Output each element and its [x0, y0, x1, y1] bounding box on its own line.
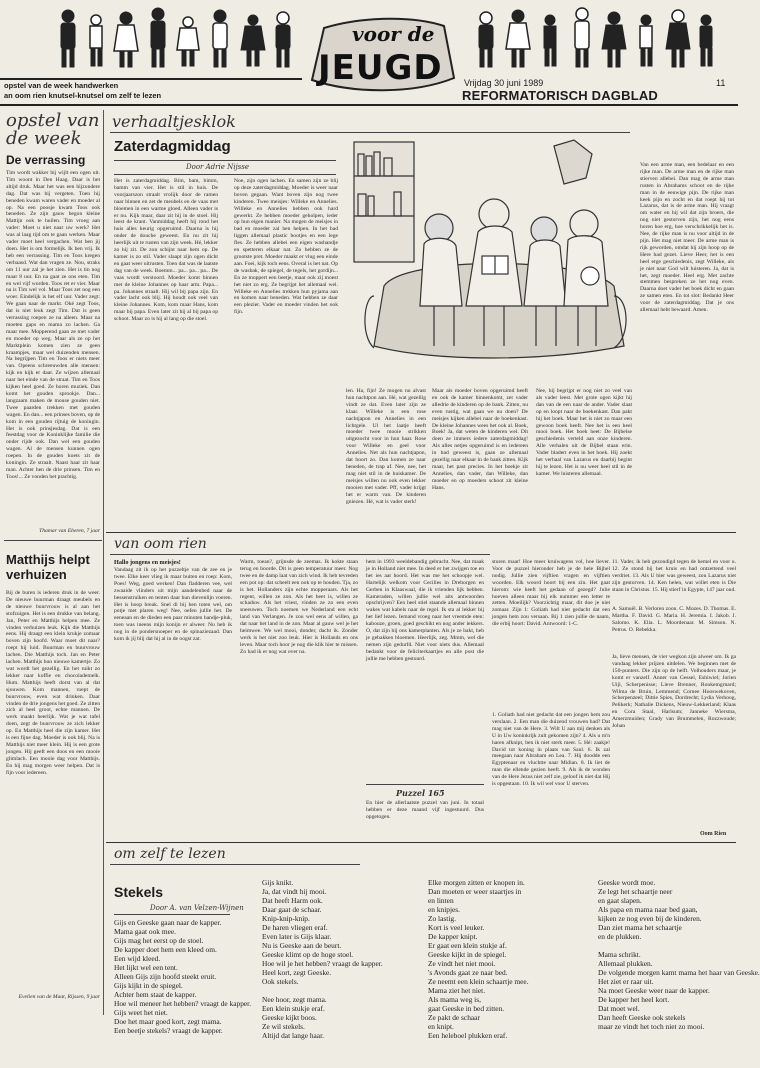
story-line: Een heleboel plukken eraf.	[428, 1031, 508, 1040]
oom-rien-signature: Oom Rien	[700, 831, 727, 837]
verhaaltje-col-3: len. Ha, fijn! Ze mogen nu alvast hun nachtpon aan. Hé, wat gezellig vindt ze dat. Even later zijn ze klaar. Willeke is een rose nachtjapon en Annelies in een lichtgele. Ul het laatje heeft moeder twee mooie strikken uitgezocht voor in hun haar. Rose voor Willeke en geel voor Annelies. Net als hun nachtjapon, dat hoort zo. Dan komen ze naar beneden, de trap af. Nee, nee, het mag niet stil in de huiskamer. De meisjes willen nu ook even lekker mooien met vader. Pff, vader krijgt het er warm van. De kinderen gniezen. Hé, wat is vader sterk!	[346, 388, 426, 505]
oom-rien-top-rule	[106, 532, 736, 533]
story-line: Mama ziet het niet.	[428, 986, 486, 995]
verhaaltje-col-6: Van een arme man, een bedelaar en een rijke man. De arme man en de rijke man stierven allebei. Dan mag de arme man rusten in Abrahams schoot en de rijke man in de eeuwige pijn. De rijke man keek pijn en zocht en dat roept hij tot Lazarus, dat is de arme man. Hij vraagt om water en hij wil dat zijn broers, die nog niet gestorven zijn, het nog eens horen hoe erg, hoe verschrikkelijk het is. Nee, de rijke man is nu voor altijd in de pijn. Het mag niet meer. De arme man is rijk geworden, omdat hij zijn hoop op de Here had gezet. Lieve Heer, het is een heel erge geschiedenis, zegt Willeke, als je niet naar God wilt luisteren. Ja, dat is het, zegt moeder. Heel erg. Met zachte stemmen bespreken ze het nog even. Daarna doet vader het boek dicht en gaan ze samen eten. En tot slot: Bedankt Heer voor de zaterdagmiddag. Dat je ons allemaal hebt bewaard. Amen.	[640, 162, 734, 314]
story-line: Ze pakt de schaar	[428, 1013, 480, 1022]
oom-rien-heading: van oom rien	[114, 536, 207, 552]
story-line: Gijs mag het eerst op de stoel.	[114, 936, 204, 945]
oom-rien-greeting: Hallo jongens en meisjes!	[114, 559, 181, 566]
oom-rien-heading-rule	[110, 554, 490, 555]
story-line: Geeske kijkt boos.	[262, 1013, 317, 1022]
story-line: Allemaal plukken.	[598, 959, 653, 968]
story-line: Gijs knikt.	[262, 878, 294, 887]
story-line: Na moet Geeske weer naar de kapper.	[598, 986, 710, 995]
matthijs-title: Matthijs helpt verhuizen	[6, 552, 90, 582]
story-line: Nu is Geeske aan de beurt.	[262, 941, 342, 950]
oom-rien-col-3: hem in 1993 weeldebandig gebracht. Nee, dat maak je in Holland niet mee. In deed er het zwijgen toe en het ies aat hoord. Het was me het schoopje wel. Hartelijk welkom voor Cecilies in Dreborgen en Gerben in Klaaswaal, die ik vrienden lijk hebben. Kameraden, willen jullie wel aits antwoorden opschrijven? Een heel stiel staande allemaal binnen wakes wat kabels naar de regel. Ik sta al lekker bij het lief lezen. Iemand vroeg naar het vreemde eten: kabouze, groen, goed geschikt en nog ander lekkers. O, dat zijn bij ons kamerplanten. Als je ze bakt, heb je gebakken bloemen. Heerlijk, zeg. Mmm, wel die nemen zijn gedurfd. Niet voor niets dus. Allemaal bedankt voor de feliciterkaartjes en alle post die jullie me hebben gestuurd.	[366, 559, 484, 662]
story-line: Ze legt het schaartje neer	[598, 887, 673, 896]
oom-rien-col-5-text-visible: 11. Vader, ik heb gezondigd tegen de hemel en voor u. 12. Ze stond bij het kruis en had ontzettend veel verdriet. 13. Als U hier was geweest, zou Lazarus niet zijn gestorven. 14. Ken helen, wat willet eten is Die staan in Christus. 15. Hij stierf in Egypte, 147 jaar oud.	[612, 559, 736, 593]
stekels-top-rule	[106, 842, 736, 843]
story-line: Alleen Gijs zijn hoofd steekt eruit.	[114, 972, 217, 981]
story-line	[598, 941, 736, 950]
story-line: Gijs weet het niet.	[114, 1008, 168, 1017]
story-line: Hoe wil meneer het hebben? vraagt de kapper.	[114, 999, 252, 1008]
oom-rien-puzzle-list: 1. Goliath had niet gedacht dat een jongen hem zou verslaan. 2. Een man die duizend vrouwen had? Dat mag niet van de Here. 3. Wilt U aan mij denken als U in Uw koninkrijk zult gekomen zijn? 4. Als u m'n haren afknipt, ben ik niet sterk meer. 5. Hé: zaakje! David tot koning in plaats van Saul. 6. Ik zal meegaan naar Abraham en Lea. 7. Hij doodde een Egyptenaar en vluchtte naar Midian. 8. Ik liet de man die ellende gezien heeft. 9. Als ik de wonden van de Here Jezus niet zelf zie, geloof ik niet dat Hij is opgestaan. 10. Ik wil wel voor U sterven.	[492, 712, 610, 788]
story-line: Geeske klimt op de hoge stoel.	[262, 950, 354, 959]
stekels-byline-rule	[114, 914, 230, 915]
verhaaltje-col-2: Noe, zijn ogen lachen. En samen zijn ze blij op deze zaterdagmiddag. Moeder is weer naar boven gegaan. Want boven zijn nog twee kinderen. Twee meisjes: Willeke en Annelies. Willeke en Annelies hebben ook hard gewerkt. Ze hebben moeder geholpen, ieder op hun eigen manier. Na mogen de meisjes in bad en moeder zal hen helpen. In het bad liggen allemaal plastic bootjes en een lege fles. Ze hebben allebei een eigen washandje en spetteren elkaar nat. Zo hebben ze de grootste pret. Moeder maakt er vlug een einde aan. Foei, kijk toch eens. Overal is het nat. Op de wasbak, de spiegel, de tegels, het gordijn... En ze moppert een beetje, maar ook zij moest het niet zo erg. Ze begrijpt het allemaal wel. Willeke en Annelies trekken hun pyjama aan en komen naar beneden. Wat hebben ze daar een plezier. Vader en moeder vinden het ook fijn.	[234, 178, 338, 316]
story-line: De kapper knipt.	[428, 932, 478, 941]
left-column-divider	[103, 110, 104, 1015]
oom-rien-col-5b-text: Ja, lieve mensen, de vier wegkon zijn alweer om. Ik ga vandaag lekker prijzen uitdelen. We beginnen met de 150-punters. Die zijn op de helft. Volhouders maar, je komt er vanzelf. Anner van Gessel, Eshiwiel; Jorien Uijl, Scherpenisse; Lieve Brenner, Ronkemgrnard; Wilma de Bruin, Lemmend; Cornee Hooswekoven, Scherpenzeel; Dittie Spies, Dordrecht; Lydia Verhoog, Pelikerk; Nathalie Dickens, Nieuw-Lekkerland; Klaas en Cora Staal, Harlsum; Janneke Wiersma, Amerzmuiden; Grady van Brummelen, Rozzwoude; Johan	[612, 654, 736, 730]
story-line: kijken ze nog even bij de kinderen.	[598, 914, 702, 923]
story-line: Kort is veel leuker.	[428, 923, 485, 932]
stekels-col-4	[598, 878, 760, 1058]
story-line: Ook stekels.	[262, 977, 299, 986]
story-line: Als papa en mama naar bed gaan,	[598, 905, 698, 914]
logo-small-text: voor de	[352, 22, 435, 46]
header-rule-bottom	[0, 104, 738, 106]
story-line: Mama schrikt.	[598, 950, 641, 959]
oom-rien-answers-text: A. Samuël. B. Verloren zoon. C. Mozes. D. Thomas. E. Martha. F. David. G. Maria. H. Jeremia. I. Jakob. J. Salomo. K. Elia. L. Moordenaar. M. Simson. N. Petrus. O. Rebekka.	[612, 606, 736, 633]
header-tagline-2: an oom rien knutsel-knutsel om zelf te lezen	[4, 91, 162, 100]
story-line: Mama gaat ook mee.	[114, 927, 176, 936]
verhaaltje-title: Zaterdagmiddag	[114, 138, 231, 155]
matthijs-body: Bij de buren is iederen druk in de weer. De nieuwe buurman draagt meubels en de nieuwe buurvrouw is al aan het stofzuigen. Het is een drukke van belang. Jan, Peter en Matthijs helpen mee. Ze vinden verhuizen leuk. Kijk die Matthijs eens. Hij draagt een klein krukje zomaar boven zijn hoofd. Waar moet dit naar? roept hij luid. Buurman en buurvrouw lachen. Die Matthijs toch. Jan en Peter lachen. Matthijs hun nieuwe kamertje. Zo wat wordt het gezellig. En het ruikt zo lekker naar koffie en chocolademelk. Hum. Matthijs heeft dorst van al dat sjouwen. Kom mannen, roept de buurvrouw, even wat drinken. Daar vinden de drie jongens het goed. Ze zitten zich al heel groot, echte mannen. De werk maakt heerlijk. Wat je wat tafel doen, zegt de buurvrouw ze zich lekker op. En Matthijs heel die zijn kamer. Het is een fijne dag. Moeder is ook blij. Na is Matthijs niet meer klein. Hij is een grote jongen. Hij geeft een doos en een mooie glimlach. Een mooie dag voor Matthijs. En hij mag morgen weer helpen. Dat is fijn voor iedereen.	[6, 590, 100, 776]
story-line: Dan moeten er weer staartjes in	[428, 887, 522, 896]
story-line: Altijd dat lange haar.	[262, 1031, 324, 1040]
story-line: Als mama weg is,	[428, 995, 481, 1004]
story-line: Zo lastig.	[428, 914, 456, 923]
stekels-heading-rule	[110, 864, 360, 865]
story-line: Even later is Gijs klaar.	[262, 932, 332, 941]
left-section-rule	[4, 540, 102, 541]
story-line: Er gaat een klein stukje af.	[428, 941, 507, 950]
header-paper-name: REFORMATORISCH DAGBLAD	[462, 88, 659, 103]
opstel-body: Tim wordt wakker bij wijlt een ogen uit. Tim woont in Den Haag. Daar is het altijd druk. Maar het was een bijzondere dag. Dat was bij vergeten. Toen hij beneden kwam waren vader en moeder al op. Na een poosje kwam Toos ook beneden. Ze zijn gauw begon kleine Mattijn ook te huilen. Tim vroeg aan vader: Moet u niet naar uw werk? Het was al laag tijd om te gaan werken. Maar vader moet heel vergachen. Wat ben jij doen. Het is om formelijk. Ik ben vrij. Ik heb een verrassing. Tim en Toos kregen verbaasd. Wat dan vragen ze. Nou, straks om 11 uur zal je het zien. Het is tin nog maar 8 uur. En na gaat ze ons eten. Tim en wel vijf worden. Toos ret er vier. Maar na is Tim wel vol. Maar Toos zet nog een woer. Eindelijk is het elf uur. Vader zegt: We gaan naar de markt. Oké zegt Toos, dat is niet leuk zegt Tim. Dat is geen verrassing roepen ze na alleen. Maar na moeten gaps en mama zo lachen. Ga maar mee. Mopperend gaan ze met vader en moeder op weg. Maar als ze op het Marktplein komen zien ze geen kraampjes, maar wel duizenden mensen. Na begrijpen Tim en Toos er niets meer van. Opeens schreeuwden alle mensen: kijk en kijk er daar. Ze wijzen allemaal naar het einde van de straat. Tim en Toos kijken heel goed. Ze horen muziek. Dan komt het gouden sprookje. Dan... langzaam maken de mouse gouden niet. Twee paarden trekken met gouden wagen. En dan... een prinses boven, op de kom in een gouden rijtuig de koningin. Het is ook prinsjesdag. Dat is een feestdag voor de Koninklijke familie die onder rijde ook. Dan wel een gouden wagen. Al de mensen kunnen ogen roepen. In de gouden koets zit de koningin. Ze straalt. Naast haar zit haar man. Achter hen de drie prinsen. Tim en Toos!... Ze vonden het prachtig.	[6, 170, 100, 480]
stekels-title: Stekels	[114, 884, 164, 900]
story-line: 's Avonds gaat ze naar bed.	[428, 968, 508, 977]
story-line	[262, 986, 380, 995]
verhaaltje-col-1: Het is zaterdagmiddag. Bim, bam, bimm, bamm van vier. Het is stil in huis. De voorjaarszon straalt vrolijk door de ramen naar binnen en zet de meubels en de vaas met bloemen in een warme gloed. Alleen vader is er nu. Kijk maar, daar zit hij in de stoel. Hij leest de krant. Vanmiddag heeft hij rond het huis alles keurig opgeruimd. Daarna is hij onder de douche geweest. En nu zit hij heerlijk uit te rusten van zijn week. Hé, lekker zo hij zit. De zon schijnt naar hem op. De kamer is zo stil. Vader slaapt zijn ogen dicht en gaat weer uitrusten. Toen dat was de laatste dag van de week. Boemm... pa... pa... pa... De vaas wordt verstoord. Moeder komt binnen met de kleine Johannes op haar arm. Papa... pa. Johannes straalt. Hij wil bij papa zijn. En vader lacht ook blij. Hij houdt ook veel van kleine Johannes. Kom, kom maar Hans, kom maar bij papa. Even later zit hij al bij papa op schoot. Maar zo is hij al lang op die stoel.	[114, 178, 218, 323]
stekels-col-1	[114, 918, 252, 1058]
stekels-heading: om zelf te lezen	[114, 846, 226, 862]
header-page-number: 11	[716, 78, 726, 88]
opstel-signature: Thamar van Eberen, 7 jaar	[39, 528, 100, 534]
story-line: De haren vliegen eraf.	[262, 923, 328, 932]
stekels-byline: Door A. van Velzen-Wijnen	[150, 904, 244, 912]
matthijs-signature: Evelien van de Maat, Rijssen, 9 jaar	[18, 994, 100, 1000]
logo-big-text: JEUGD	[318, 48, 443, 88]
story-line: Hoe wil je het hebben? vraagt de kapper.	[262, 959, 383, 968]
oom-rien-col-4: sturen maar! Hoe meer kruiwagens vol, hoe liever. Voor de puzzel hieronder heb je de hele Bijbel nodig. Jullie zien vijftien vragen en vijftien woorden. Elk woord hoort bij een zin. Het gaat hierom: wie heeft het gedaan of gezegd? Julie hoeven alleen maar bij elk nummer een letter te zetten. Moeilijk? Voorzichtig maar, dit doe je niet zomaar. Zijn 1: Goliath had niet gedacht dat een jongen hem zou versaan. Bij 1 zien jullie de naam, die erbij hoort: David. Antwoord: 1-C.	[492, 559, 610, 628]
story-line: en knipt.	[428, 1022, 454, 1031]
story-line: Ze vindt het niet mooi.	[428, 959, 496, 968]
verhaaltje-col-4: Maar als moeder boven opgeruimd heeft en ook de kamer binnenkomt, zet vader alledrie de kinderen op de bank. Zitten, nu even rustig, wat gaan we nu doen? De meisjes kijken allebei naar de boekenkast. De kleine Johannes wees het ook al. Boek, Boek! Ja, dat weten de kinderen wel. Dit doen ze immers iedere zaterdagmiddag! Als alles netjes opgeruimd is en iedereen in bad geweest is, gaan ze allemaal gezellig naar elkaar in de bank zitten. Kijk maar, het past precies. In het boekje zit Annelies, dan vader, dan Willeke, dan moeder en op moeders schoot zit kleine Hans.	[432, 388, 528, 491]
verhaaltje-heading-rule	[110, 132, 630, 133]
puzzle-rule	[366, 784, 484, 785]
story-line: De kapper doet hem een kleed om.	[114, 945, 217, 954]
story-line: Daar gaat de schaar.	[262, 905, 322, 914]
story-line: en linten	[428, 896, 454, 905]
story-line: en de plukken.	[598, 932, 642, 941]
story-line: Heel kort, zegt Geeske.	[262, 968, 332, 977]
header-rule-top	[0, 78, 302, 80]
oom-rien-col-1: Vandaag zit ik op het puzzeltje van de zee en je twee. Elke keer vlieg ik maar buiten en roep: Kom, Poes! Weg, goed werken! Dan fladderen vee, wel zwaaide vlinders uit mijn aandelenbed naar de bessenstruiken en tenten daar hun dievenlijn voeren. Het is hoop break. Snel di bij hen toten wel, om potje met plaren weg! Nee, oefen jullie het. De eeneaan en de dieden een paar minuten handje-pluk, toen was ineens mijn konijn er alweer. Nu heb ik nog in de pondersnoeper en de spinaziezaad. Dan kom ik jij blij dat hij al in de oogst zat.	[114, 567, 232, 643]
puzzle-note: En hier de allerlaatste puzzel van juni. In totaal hebben er deze maand vijf ingestuurd. Dus opgetogen.	[366, 800, 484, 820]
story-line: gaat Geeske in bed zitten.	[428, 1004, 505, 1013]
story-line: Ja, dat vindt hij mooi.	[262, 887, 327, 896]
story-line: Nee hoor, zegt mama.	[262, 995, 327, 1004]
story-line: Het lijkt wel een tent.	[114, 963, 178, 972]
story-line: Een beetje stekels? vraagt de kapper.	[114, 1026, 223, 1035]
story-line: De kapper het heel kort.	[598, 995, 670, 1004]
verhaaltje-heading: verhaaltjesklok	[112, 112, 236, 131]
story-line: maar ze vindt het toch niet zo mooi.	[598, 1022, 705, 1031]
story-line: Dat heeft Harm ook.	[262, 896, 323, 905]
puzzle-title: Puzzel 165	[396, 788, 445, 798]
story-line: Geeske wordt moe.	[598, 878, 656, 887]
story-line: Knip-knip-knip.	[262, 914, 310, 923]
verhaaltje-byline: Door Adrie Nijsse	[186, 163, 249, 171]
oom-rien-col-2: Warm, toean?, grijnsde de zeemas. Ik kokte staan terug en boorde. Dit is geen temperatuur meer. Nog twee en de damp laat van zich wind. Ik heb tevreden een pot op: dat scheelt een ook op te houden. Tja, zo is het. Hollanders zijn echte mopperaars. Als het regent, willen ze zon. Als het heet is, willen ze schaduw. Als het vriest, vinden ze zo een even sneeuwen. Toch noemen we Nederland een echt land van Verlangen. Je zou wel eens af willen, ga dat naar het land in de zon. Maar al gauw wel je het heimwee. We wel mooi, donder, dacht ik. Zonder werk is het niet zoo leuk. Hier is Hollands en ons leven. Maar toch hoor je nog die klik hier te missen. Zo had ik er nog wat over na.	[240, 559, 358, 655]
story-line: Gijs kijkt in de spiegel.	[114, 981, 183, 990]
story-line: Een wijd kleed.	[114, 954, 161, 963]
story-line: Een klein stukje eraf.	[262, 1004, 325, 1013]
verhaaltje-col-5: Nee, hij begrijpt er nog niet zo veel van als vader leest. Met grote ogen kijkt hij dan van de een naar de ander. Vader slaat op en loopt naar de boekenkast. Dan pakt hij het boek. Maar het is niet zo maar een gewoon boek heeft. Nee het is een heel mooi boek. Het boek heet: De Bijbelse geschiedenis verteld aan onze kinderen. Alle verhalen uit de Bijbel staan erin. Vader bladert even in het boek. Hij zoekt het verhaal van Lazarus en daarbij begint hij te lezen. Het is nu weer heel stil in de kamer. We luisteren allemaal.	[536, 388, 632, 477]
story-line: Dat moet wel.	[598, 1004, 640, 1013]
story-line: Dan ziet mama het schaartje	[598, 923, 682, 932]
story-line: Elke morgen zitten er knopen in.	[428, 878, 525, 887]
story-line: Ze neemt een klein schaartje mee.	[428, 977, 529, 986]
story-line: De volgende morgen kamt mama het haar van Geeske.	[598, 968, 760, 977]
family-illustration	[344, 136, 644, 381]
header-date: Vrijdag 30 juni 1989	[464, 78, 544, 88]
jeugd-logo	[304, 18, 460, 96]
story-line: Doe het maar goed kort, zegt mama.	[114, 1017, 222, 1026]
story-line: en knipjes.	[428, 905, 461, 914]
stekels-col-3	[428, 878, 568, 1058]
story-line: Dan heeft Geeske ook stekels	[598, 1013, 686, 1022]
header-tagline-1: opstel van de week handwerken	[4, 81, 119, 90]
stekels-col-2	[262, 878, 383, 1058]
story-line: en gaat slapen.	[598, 896, 642, 905]
opstel-title: De verrassing	[6, 153, 86, 167]
opstel-heading: opstel van de week	[6, 110, 100, 149]
children-illustration-left	[48, 4, 298, 72]
story-line: Het ziet er raar uit.	[598, 977, 654, 986]
children-illustration-right	[468, 4, 718, 72]
story-line: Ze wil stekels.	[262, 1022, 305, 1031]
story-line: Achter hem staat de kapper.	[114, 990, 197, 999]
story-line: Gijs en Geeske gaan naar de kapper.	[114, 918, 222, 927]
masthead	[0, 0, 738, 104]
verhaaltje-title-rule	[114, 160, 336, 161]
verhaaltje-byline-rule	[114, 174, 336, 175]
story-line: Geeske kijkt in de spiegel.	[428, 950, 507, 959]
